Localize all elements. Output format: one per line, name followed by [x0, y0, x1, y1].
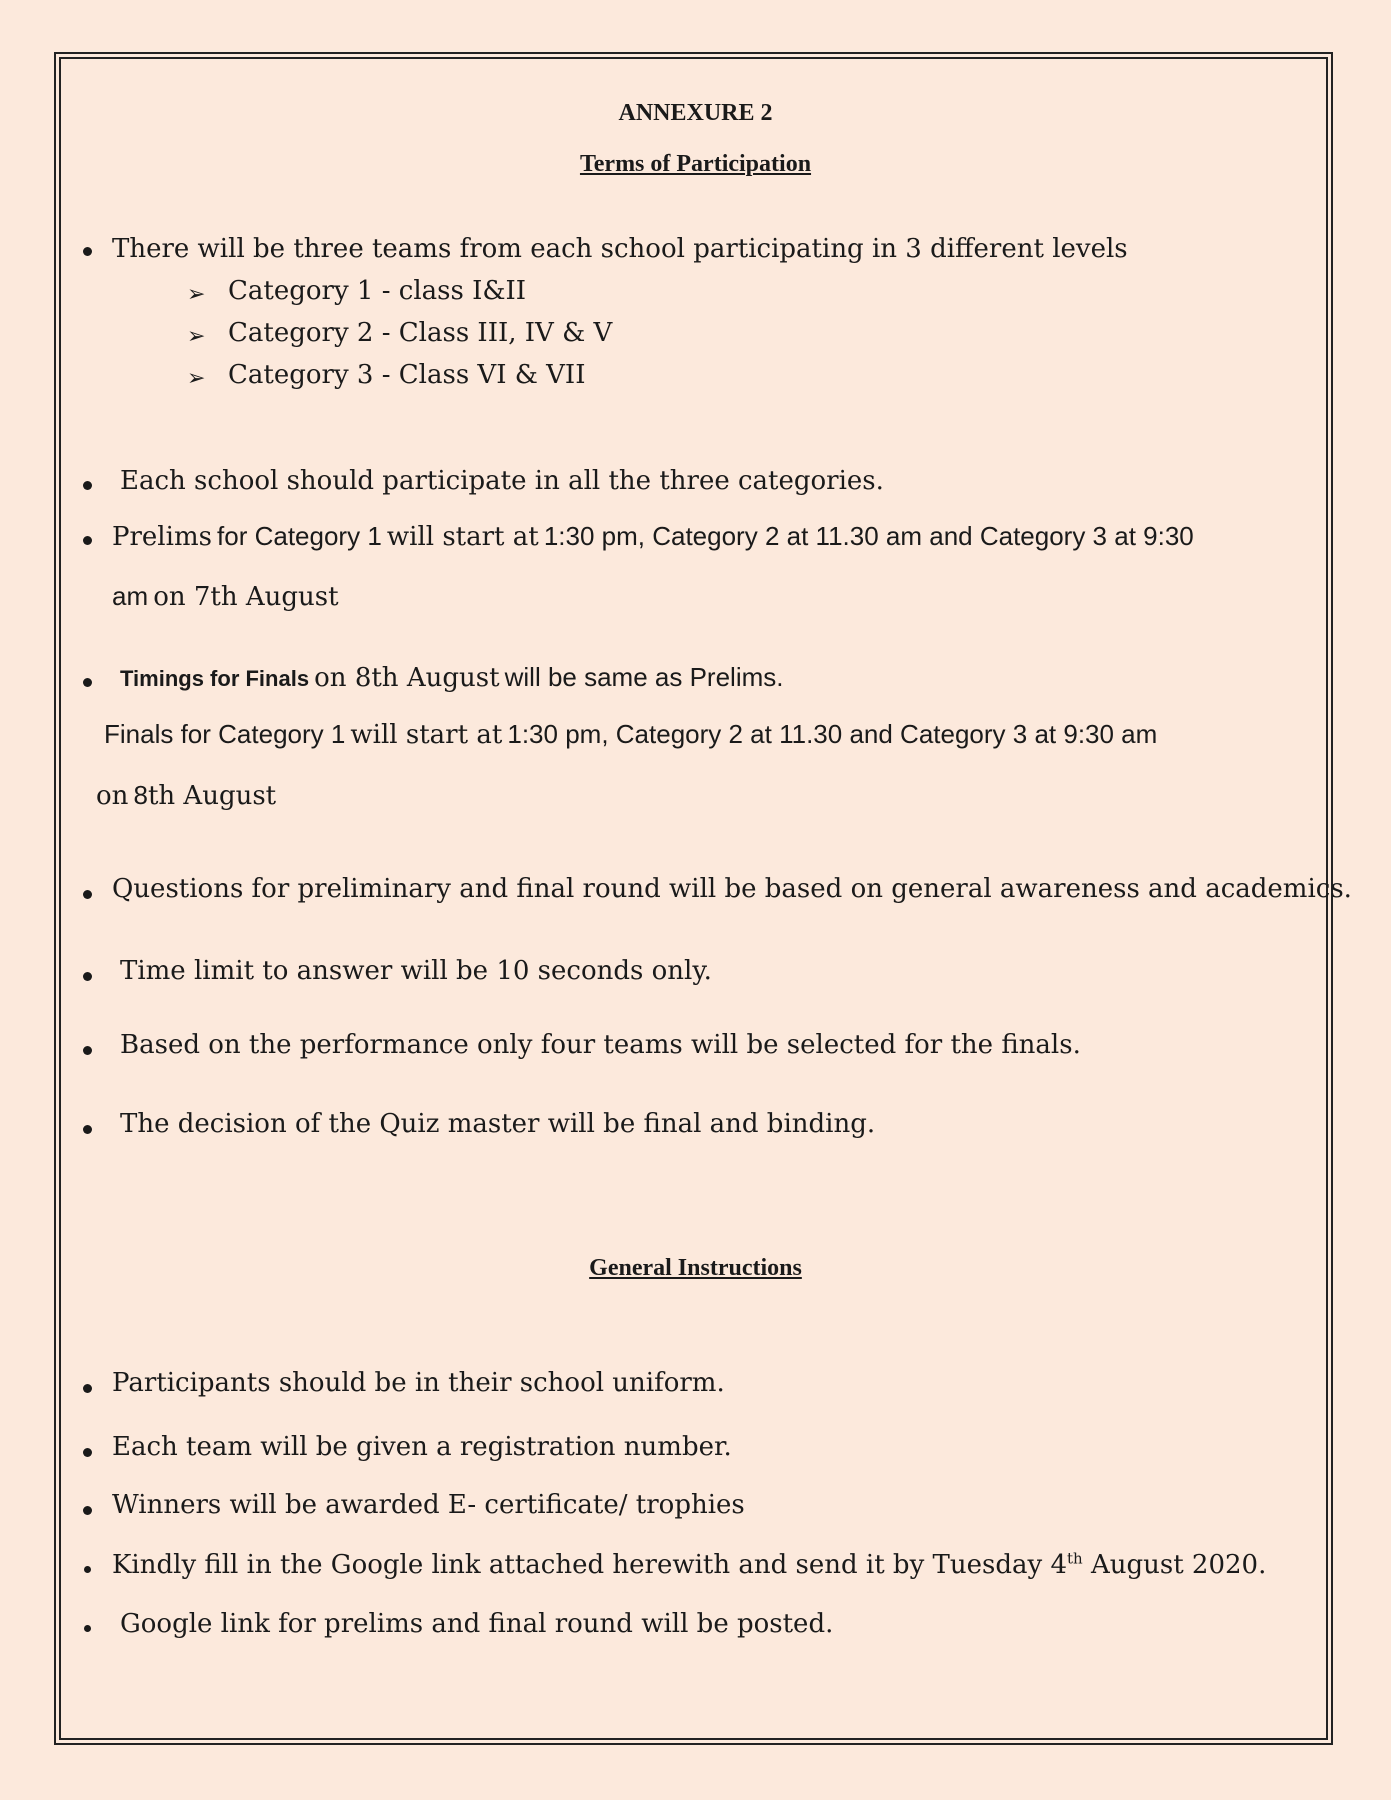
category-2: Category 2 - Class III, IV & V — [228, 318, 613, 348]
decision-text: The decision of the Quiz master will be final and binding. — [120, 1109, 876, 1139]
bullet-icon — [83, 890, 92, 899]
bullet-icon — [84, 1625, 91, 1632]
terms-heading: Terms of Participation — [579, 151, 812, 177]
selection-text: Based on the performance only four teams will be selected for the finals. — [120, 1030, 1081, 1060]
general-instructions-heading: General Instructions — [589, 1255, 802, 1281]
bullet-icon — [83, 481, 92, 490]
prelims-line: Prelims for Category 1 will start at 1:30 pm, Category 2 at 11.30 am and Category 3 at 9:30 — [112, 521, 1194, 552]
finals-line-3: on 8th August — [96, 780, 277, 811]
category-3: Category 3 - Class VI & VII — [228, 360, 586, 390]
finals-line: Timings for Finals on 8th August will be same as Prelims. — [120, 662, 784, 693]
bullet-icon — [83, 1384, 92, 1393]
bullet-icon — [84, 1566, 91, 1573]
arrow-bullet-icon: ➢ — [187, 366, 206, 391]
instruction-google-fill: Kindly fill in the Google link attached herewith and send it by Tuesday 4th August 2020. — [112, 1549, 1267, 1580]
instruction-awards: Winners will be awarded E- certificate/ trophies — [112, 1490, 745, 1520]
instruction-registration: Each team will be given a registration number. — [112, 1432, 732, 1462]
time-limit-text: Time limit to answer will be 10 seconds only. — [120, 956, 712, 986]
bullet-icon — [83, 1506, 92, 1515]
bullet-icon — [83, 1125, 92, 1134]
bullet-icon — [83, 247, 92, 256]
bullet-icon — [83, 1046, 92, 1055]
instruction-uniform: Participants should be in their school uniform. — [112, 1368, 725, 1398]
prelims-line-2: am on 7th August — [112, 581, 339, 612]
category-1: Category 1 - class I&II — [228, 276, 527, 306]
bullet-icon — [83, 678, 92, 687]
arrow-bullet-icon: ➢ — [187, 282, 206, 307]
arrow-bullet-icon: ➢ — [187, 324, 206, 349]
finals-line-2: Finals for Category 1 will start at 1:30 pm, Category 2 at 11.30 and Category 3 at 9:30 am — [104, 719, 1158, 750]
instruction-google-posted: Google link for prelims and final round will be posted. — [120, 1609, 834, 1639]
each-school-text: Each school should participate in all the three categories. — [120, 466, 884, 496]
bullet-icon — [83, 1448, 92, 1457]
bullet-icon — [83, 972, 92, 981]
annexure-title: ANNEXURE 2 — [618, 100, 773, 126]
questions-text: Questions for preliminary and final round will be based on general awareness and academics. — [112, 874, 1352, 904]
bullet-icon — [83, 536, 92, 545]
teams-intro: There will be three teams from each school participating in 3 different levels — [112, 234, 1128, 264]
